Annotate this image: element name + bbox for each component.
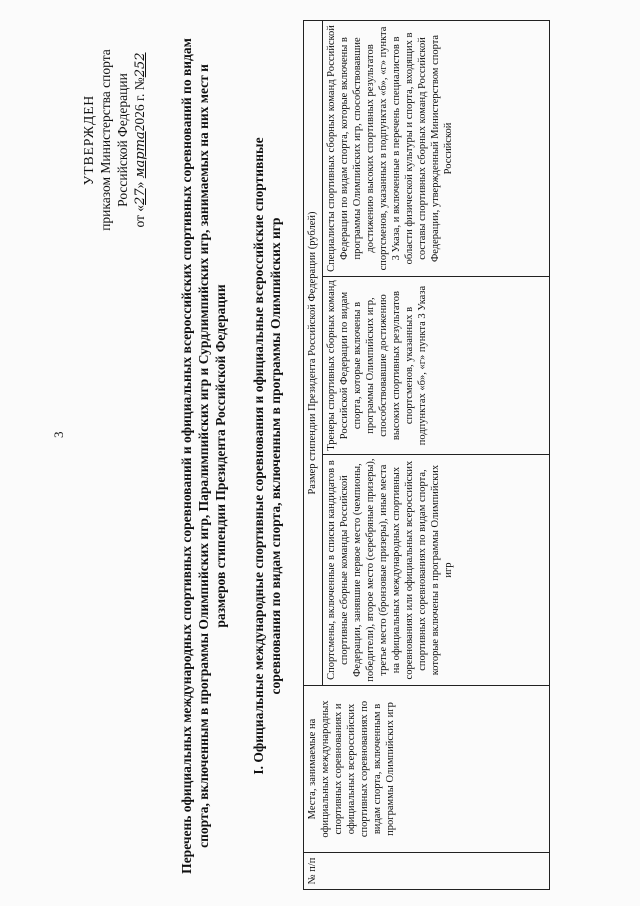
approval-date bbox=[131, 40, 149, 240]
approval-block bbox=[80, 40, 149, 240]
subheader-coaches: Тренеры спортивных сборных команд Российской Федерации по видам спорта, которые включены в программы Олимпийских игр, способствовавшие достижению высоких спортивных результатов спортсменов, указанных в подпунктах «б», «г» пункта 3 Указа bbox=[323, 276, 550, 454]
date-mid: » bbox=[132, 181, 147, 189]
date-day: 27 bbox=[133, 188, 148, 205]
section-title: I. Официальные международные спортивные соревнования и официальные всероссийские спортивные соревнования по видам спорта, включенным в программы Олимпийских игр bbox=[251, 137, 283, 775]
date-year: 2026 г. № bbox=[132, 77, 147, 132]
col-size-header: Размер стипендии Президента Российской Федерации (рублей) bbox=[304, 21, 323, 686]
main-title: Перечень официальных международных спортивных соревнований и официальных всероссийских спортивных соревнований по видам спорта, включенным в программы Олимпийских игр, Паралимпийских игр и Сурдлимпийских игр, занимаемых на них мест и размеров стипендии Президента Российской Федерации bbox=[179, 38, 228, 874]
date-month: марта bbox=[133, 131, 148, 179]
date-number: 252 bbox=[133, 52, 148, 78]
col-places-header: Места, занимаемые на официальных международных спортивных соревнованиях и официальных всероссийских спортивных соревнованиях по видам спорта, включенным в программы Олимпийских игр bbox=[304, 686, 550, 853]
col-number-header: № п/п bbox=[304, 853, 550, 890]
table-header-row bbox=[304, 21, 323, 890]
stipend-table bbox=[303, 20, 550, 890]
date-prefix: от « bbox=[132, 204, 147, 228]
subheader-athletes: Спортсмены, включенные в списки кандидатов в спортивные сборные команды Российской Федерации, занявшие первое место (чемпионы, победители), второе место (серебряные призеры), третье место (бронзовые призеры), иные места на официальных международных спортивных соревнованиях или официальных всероссийских спортивных соревнованиях по видам спорта, которые включены в программы Олимпийских игр bbox=[323, 455, 550, 686]
subheader-specialists: Специалисты спортивных сборных команд Российской Федерации по видам спорта, которые включены в программы Олимпийских игр, способствовавшие достижению высоких спортивных результатов спортсменов, указанных в подпунктах «б», «г» пункта 3 Указа, и включенные в перечень специалистов в области физической культуры и спорта, входящих в составы спортивных сборных команд Российской Федерации, утвержденный Министерством спорта Российской bbox=[323, 21, 550, 277]
approval-line-1: приказом Министерства спорта bbox=[98, 49, 113, 231]
page-number: 3 bbox=[51, 431, 66, 438]
approval-stamp: УТВЕРЖДЕН bbox=[81, 94, 96, 186]
approval-line-2: Российской Федерации bbox=[115, 73, 130, 207]
